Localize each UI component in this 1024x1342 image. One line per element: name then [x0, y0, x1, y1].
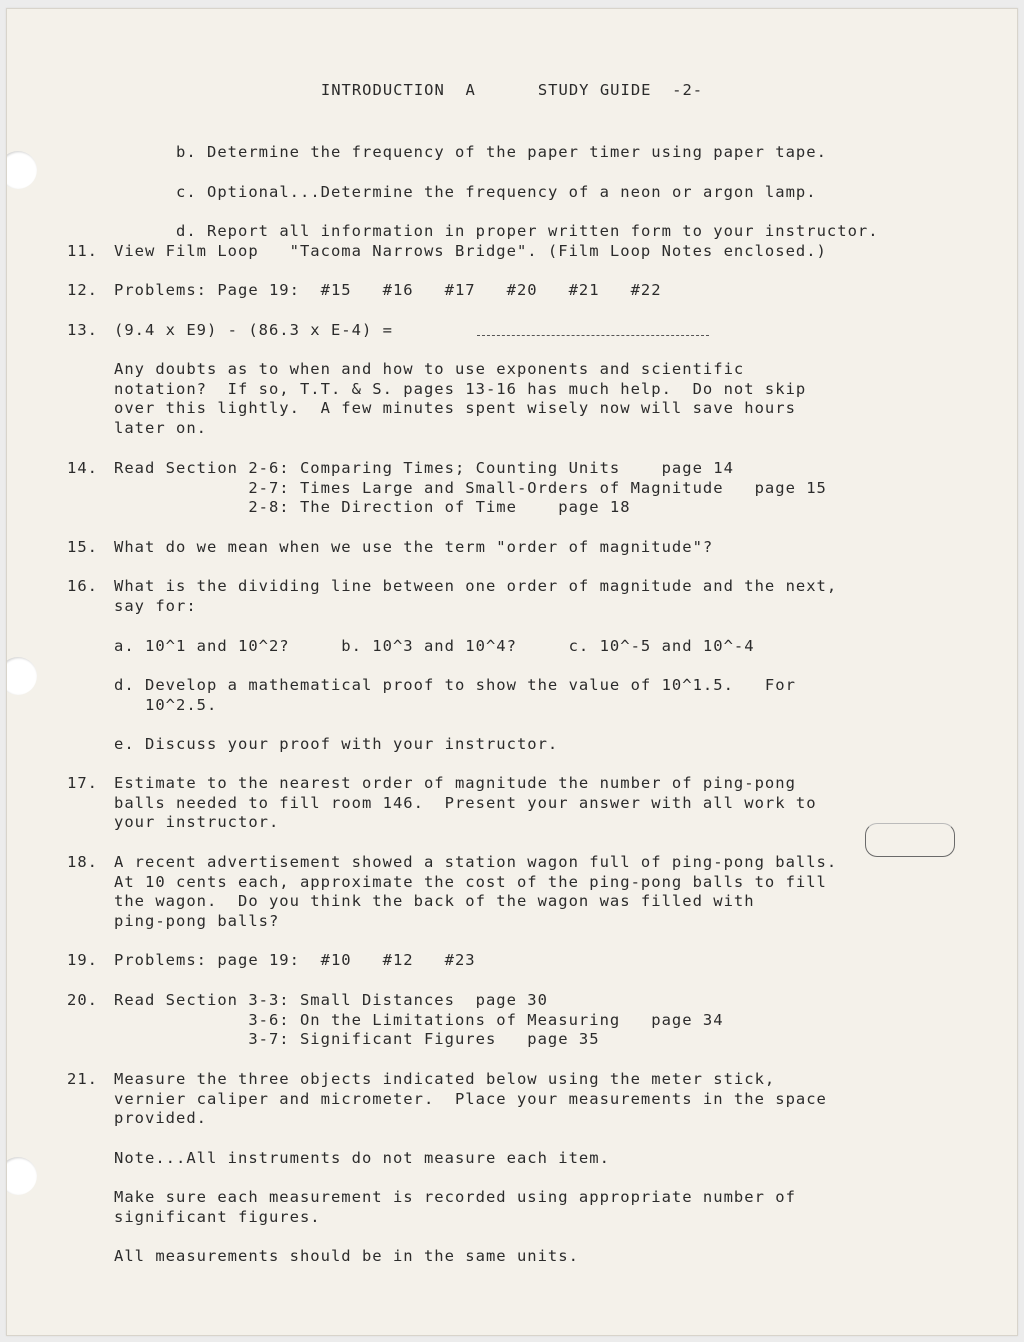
item-number: 13. [67, 321, 98, 339]
item-14-text: Read Section 2-6: Comparing Times; Counting Units page 14 2-7: Times Large and Small-Orders of Magnitude page 15 2-8: The Direction of Time page 18 [114, 459, 827, 517]
item-label: c. [176, 182, 197, 201]
item-16-d: d. Develop a mathematical proof to show the value of 10^1.5. For 10^2.5. [114, 676, 796, 714]
item-18-text: A recent advertisement showed a station wagon full of ping-pong balls. At 10 cents each, approximate the cost of the ping-pong balls to fill the wagon. Do you think the back of the wagon was filled with ping-pong balls? [114, 853, 838, 930]
answer-blank[interactable] [477, 335, 709, 336]
hand-drawn-oval [865, 823, 955, 857]
item-number: 18. [67, 853, 98, 871]
item-text: Optional...Determine the frequency of a neon or argon lamp. [207, 182, 817, 201]
item-text: Report all information in proper written form to your instructor. [207, 221, 879, 240]
item-21-text: Measure the three objects indicated below using the meter stick, vernier caliper and micrometer. Place your measurements in the space provided. [114, 1070, 827, 1128]
item-12-text: Problems: Page 19: #15 #16 #17 #20 #21 #22 [114, 281, 662, 299]
item-19-text: Problems: page 19: #10 #12 #23 [114, 951, 476, 969]
item-label: d. [176, 221, 197, 240]
item-16-abc: a. 10^1 and 10^2? b. 10^3 and 10^4? c. 10^-5 and 10^-4 [114, 637, 755, 655]
item-13-text: (9.4 x E9) - (86.3 x E-4) = [114, 321, 393, 339]
item-17-text: Estimate to the nearest order of magnitude the number of ping-pong balls needed to fill room 146. Present your answer with all work to your instructor. [114, 774, 817, 832]
exponent-note: Any doubts as to when and how to use exponents and scientific notation? If so, T.T. & S. pages 13-16 has much help. Do not skip over this lightly. A few minutes spent wisely now will save hours later on. [114, 360, 807, 437]
item-16-e: e. Discuss your proof with your instructor. [114, 735, 559, 753]
item-number: 20. [67, 991, 98, 1009]
document-page [6, 8, 1018, 1336]
item-number: 11. [67, 242, 98, 260]
item-number: 17. [67, 774, 98, 792]
item-11-text: View Film Loop "Tacoma Narrows Bridge". (Film Loop Notes enclosed.) [114, 242, 827, 260]
item-number: 12. [67, 281, 98, 299]
page-header: INTRODUCTION A STUDY GUIDE -2- [320, 81, 704, 99]
item-21-sigfig-note: Make sure each measurement is recorded using appropriate number of significant figures. [114, 1188, 796, 1226]
study-guide-text [7, 9, 1017, 1335]
item-label: b. [176, 142, 197, 161]
item-number: 21. [67, 1070, 98, 1088]
item-21-note: Note...All instruments do not measure each item. [114, 1149, 610, 1167]
item-number: 16. [67, 577, 98, 595]
item-21-units-note: All measurements should be in the same units. [114, 1247, 579, 1265]
item-number: 15. [67, 538, 98, 556]
item-16-text: What is the dividing line between one order of magnitude and the next, say for: [114, 577, 838, 615]
item-15-text: What do we mean when we use the term "order of magnitude"? [114, 538, 714, 556]
item-text: Determine the frequency of the paper timer using paper tape. [207, 142, 827, 161]
item-number: 14. [67, 459, 98, 477]
item-number: 19. [67, 951, 98, 969]
item-20-text: Read Section 3-3: Small Distances page 30 3-6: On the Limitations of Measuring page 34 3-7: Significant Figures page 35 [114, 991, 724, 1049]
